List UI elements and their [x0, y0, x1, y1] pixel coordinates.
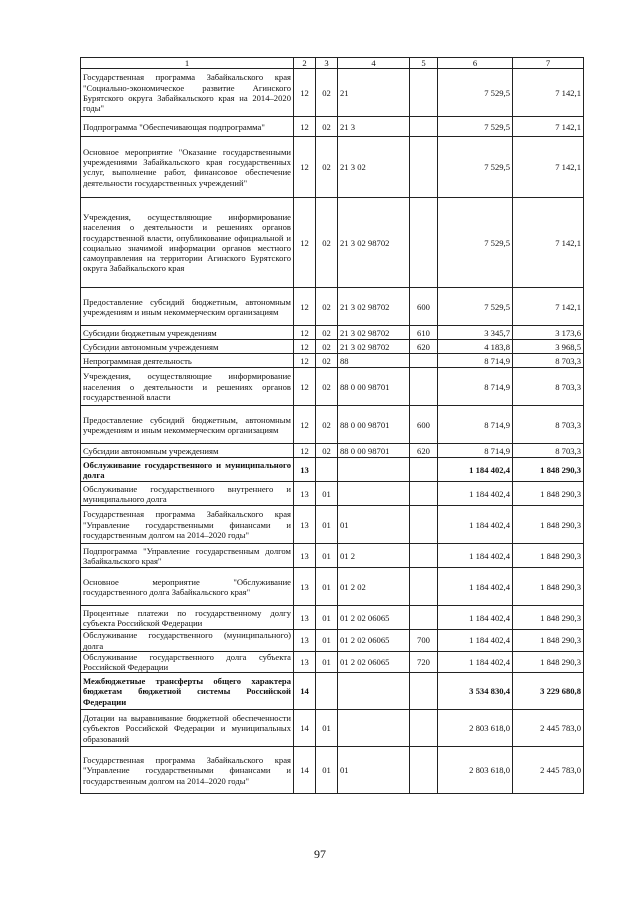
row-code5-cell — [410, 710, 438, 747]
table-row — [81, 326, 584, 340]
row-code5-cell: 700 — [410, 630, 438, 652]
row-code4-cell: 21 3 02 98702 — [338, 288, 410, 326]
row-code3-cell: 02 — [316, 340, 338, 354]
table-row — [81, 630, 584, 652]
table-row — [81, 482, 584, 506]
row-amount2-cell: 1 848 290,3 — [513, 458, 584, 482]
row-name-cell: Обслуживание государственного и муниципального долга — [81, 458, 294, 482]
row-code4-cell — [338, 482, 410, 506]
row-name-cell: Учреждения, осуществляющие информирование населения о деятельности и решениях органов государственной власти — [81, 368, 294, 406]
row-code5-cell — [410, 198, 438, 288]
row-amount2-cell: 2 445 783,0 — [513, 747, 584, 794]
row-code4-cell — [338, 673, 410, 710]
row-code2-cell: 12 — [294, 340, 316, 354]
header-cell: 3 — [316, 58, 338, 69]
row-code4-cell: 21 3 02 — [338, 137, 410, 198]
row-amount2-cell: 1 848 290,3 — [513, 651, 584, 673]
row-code2-cell: 12 — [294, 117, 316, 137]
row-name-cell: Предоставление субсидий бюджетным, автономным учреждениям и иным некоммерческим организациям — [81, 288, 294, 326]
row-code4-cell: 01 2 — [338, 544, 410, 568]
row-amount2-cell: 1 848 290,3 — [513, 506, 584, 544]
row-code5-cell — [410, 506, 438, 544]
row-code4-cell: 21 3 02 98702 — [338, 198, 410, 288]
table-row — [81, 544, 584, 568]
row-name-cell: Основное мероприятие "Обслуживание государственного долга Забайкальского края" — [81, 568, 294, 606]
row-code3-cell: 01 — [316, 506, 338, 544]
row-amount2-cell: 8 703,3 — [513, 368, 584, 406]
header-cell: 6 — [438, 58, 513, 69]
row-code5-cell — [410, 673, 438, 710]
row-amount1-cell: 1 184 402,4 — [438, 630, 513, 652]
row-code3-cell: 01 — [316, 568, 338, 606]
row-amount1-cell: 8 714,9 — [438, 368, 513, 406]
row-amount2-cell: 3 173,6 — [513, 326, 584, 340]
row-code5-cell — [410, 137, 438, 198]
row-code2-cell: 13 — [294, 630, 316, 652]
table-row — [81, 444, 584, 458]
row-amount1-cell: 1 184 402,4 — [438, 651, 513, 673]
row-amount1-cell: 1 184 402,4 — [438, 458, 513, 482]
row-code4-cell: 01 2 02 06065 — [338, 651, 410, 673]
row-amount1-cell: 7 529,5 — [438, 117, 513, 137]
row-code2-cell: 14 — [294, 747, 316, 794]
row-code5-cell: 610 — [410, 326, 438, 340]
table-row — [81, 368, 584, 406]
row-code2-cell: 13 — [294, 606, 316, 630]
row-code3-cell: 01 — [316, 482, 338, 506]
row-code2-cell: 12 — [294, 198, 316, 288]
row-code5-cell — [410, 544, 438, 568]
row-amount1-cell: 3 534 830,4 — [438, 673, 513, 710]
row-code5-cell — [410, 747, 438, 794]
table-header-row — [81, 58, 584, 69]
row-code3-cell: 01 — [316, 710, 338, 747]
row-amount1-cell: 8 714,9 — [438, 354, 513, 368]
row-name-cell: Государственная программа Забайкальского края "Управление государственными финансами и государственным долгом на 2014–2020 годы" — [81, 747, 294, 794]
row-code2-cell: 12 — [294, 368, 316, 406]
table-row — [81, 568, 584, 606]
row-name-cell: Государственная программа Забайкальского края "Социально-экономическое развитие Агинского Бурятского округа Забайкальского края на 2014–2020 годы" — [81, 69, 294, 117]
table-row — [81, 710, 584, 747]
row-amount1-cell: 1 184 402,4 — [438, 568, 513, 606]
table-row — [81, 69, 584, 117]
table-row — [81, 506, 584, 544]
row-code5-cell — [410, 606, 438, 630]
row-code3-cell: 02 — [316, 137, 338, 198]
row-code2-cell: 12 — [294, 406, 316, 444]
row-code5-cell: 620 — [410, 340, 438, 354]
row-name-cell: Субсидии автономным учреждениям — [81, 340, 294, 354]
row-code2-cell: 13 — [294, 506, 316, 544]
row-amount2-cell: 3 968,5 — [513, 340, 584, 354]
row-code3-cell — [316, 673, 338, 710]
row-code2-cell: 12 — [294, 354, 316, 368]
header-cell: 2 — [294, 58, 316, 69]
table-row — [81, 198, 584, 288]
row-code4-cell — [338, 458, 410, 482]
row-code4-cell: 21 — [338, 69, 410, 117]
header-cell: 1 — [81, 58, 294, 69]
row-code3-cell: 02 — [316, 406, 338, 444]
row-code3-cell: 01 — [316, 630, 338, 652]
table-row — [81, 747, 584, 794]
row-amount2-cell: 1 848 290,3 — [513, 544, 584, 568]
row-code2-cell: 13 — [294, 568, 316, 606]
row-code2-cell: 13 — [294, 458, 316, 482]
row-code4-cell: 01 2 02 06065 — [338, 630, 410, 652]
row-code3-cell: 02 — [316, 368, 338, 406]
row-amount1-cell: 7 529,5 — [438, 198, 513, 288]
row-amount2-cell: 7 142,1 — [513, 117, 584, 137]
header-cell: 4 — [338, 58, 410, 69]
row-name-cell: Межбюджетные трансферты общего характера бюджетам бюджетной системы Российской Федерации — [81, 673, 294, 710]
row-code4-cell: 88 0 00 98701 — [338, 406, 410, 444]
row-name-cell: Обслуживание государственного (муниципального) долга — [81, 630, 294, 652]
row-name-cell: Государственная программа Забайкальского края "Управление государственными финансами и государственным долгом на 2014–2020 годы" — [81, 506, 294, 544]
row-code3-cell: 01 — [316, 606, 338, 630]
row-code3-cell: 02 — [316, 198, 338, 288]
row-amount1-cell: 2 803 618,0 — [438, 710, 513, 747]
row-code2-cell: 13 — [294, 544, 316, 568]
row-name-cell: Обслуживание государственного долга субъекта Российской Федерации — [81, 651, 294, 673]
table-row — [81, 288, 584, 326]
row-name-cell: Процентные платежи по государственному долгу субъекта Российской Федерации — [81, 606, 294, 630]
row-code2-cell: 14 — [294, 710, 316, 747]
table-row — [81, 406, 584, 444]
row-amount2-cell: 7 142,1 — [513, 137, 584, 198]
row-code2-cell: 12 — [294, 326, 316, 340]
row-code4-cell: 01 2 02 — [338, 568, 410, 606]
row-code3-cell: 02 — [316, 69, 338, 117]
row-amount1-cell: 8 714,9 — [438, 406, 513, 444]
row-amount2-cell: 8 703,3 — [513, 354, 584, 368]
table-row — [81, 137, 584, 198]
row-amount2-cell: 3 229 680,8 — [513, 673, 584, 710]
row-code3-cell: 01 — [316, 544, 338, 568]
row-amount2-cell: 7 142,1 — [513, 198, 584, 288]
table-row — [81, 340, 584, 354]
row-code5-cell: 720 — [410, 651, 438, 673]
row-code3-cell: 01 — [316, 651, 338, 673]
row-amount2-cell: 1 848 290,3 — [513, 568, 584, 606]
row-name-cell: Основное мероприятие "Оказание государственными учреждениями Забайкальского края государственных услуг, выполнение работ, финансовое обеспечение деятельности государственных учреждений" — [81, 137, 294, 198]
header-cell: 5 — [410, 58, 438, 69]
row-amount1-cell: 7 529,5 — [438, 137, 513, 198]
row-name-cell: Подпрограмма "Обеспечивающая подпрограмма" — [81, 117, 294, 137]
row-code3-cell: 02 — [316, 444, 338, 458]
row-amount2-cell: 7 142,1 — [513, 69, 584, 117]
table-row — [81, 354, 584, 368]
row-code4-cell: 01 2 02 06065 — [338, 606, 410, 630]
row-code5-cell: 600 — [410, 288, 438, 326]
row-amount1-cell: 4 183,8 — [438, 340, 513, 354]
row-amount2-cell: 1 848 290,3 — [513, 606, 584, 630]
row-code3-cell: 02 — [316, 354, 338, 368]
row-code2-cell: 12 — [294, 444, 316, 458]
row-code4-cell: 88 — [338, 354, 410, 368]
row-amount2-cell: 7 142,1 — [513, 288, 584, 326]
row-amount1-cell: 1 184 402,4 — [438, 482, 513, 506]
table-row — [81, 651, 584, 673]
page-number: 97 — [314, 847, 326, 861]
row-amount2-cell: 8 703,3 — [513, 406, 584, 444]
row-name-cell: Непрограммная деятельность — [81, 354, 294, 368]
budget-table — [80, 57, 584, 794]
row-amount1-cell: 1 184 402,4 — [438, 544, 513, 568]
row-code3-cell: 01 — [316, 747, 338, 794]
row-code4-cell: 88 0 00 98701 — [338, 444, 410, 458]
row-code4-cell: 21 3 02 98702 — [338, 326, 410, 340]
table-row — [81, 458, 584, 482]
row-amount1-cell: 1 184 402,4 — [438, 606, 513, 630]
row-code4-cell: 01 — [338, 506, 410, 544]
row-code5-cell: 620 — [410, 444, 438, 458]
row-code5-cell — [410, 117, 438, 137]
row-amount1-cell: 2 803 618,0 — [438, 747, 513, 794]
table-row — [81, 606, 584, 630]
row-code4-cell: 21 3 02 98702 — [338, 340, 410, 354]
row-code2-cell: 14 — [294, 673, 316, 710]
row-code4-cell: 01 — [338, 747, 410, 794]
row-amount2-cell: 2 445 783,0 — [513, 710, 584, 747]
row-code5-cell — [410, 69, 438, 117]
row-code5-cell: 600 — [410, 406, 438, 444]
row-amount1-cell: 7 529,5 — [438, 69, 513, 117]
row-code5-cell — [410, 568, 438, 606]
row-code2-cell: 13 — [294, 482, 316, 506]
row-name-cell: Субсидии бюджетным учреждениям — [81, 326, 294, 340]
header-cell: 7 — [513, 58, 584, 69]
row-amount1-cell: 3 345,7 — [438, 326, 513, 340]
row-name-cell: Подпрограмма "Управление государственным долгом Забайкальского края" — [81, 544, 294, 568]
row-code3-cell: 02 — [316, 288, 338, 326]
row-code5-cell — [410, 354, 438, 368]
row-amount2-cell: 8 703,3 — [513, 444, 584, 458]
table-row — [81, 673, 584, 710]
row-code3-cell: 02 — [316, 326, 338, 340]
row-amount2-cell: 1 848 290,3 — [513, 482, 584, 506]
table-row — [81, 117, 584, 137]
row-code4-cell — [338, 710, 410, 747]
row-name-cell: Учреждения, осуществляющие информирование населения о деятельности и решениях органов государственной власти, опубликование официальной и социально значимой информации органов местного самоуправления на территории Агинского Бурятского округа Забайкальского края — [81, 198, 294, 288]
row-name-cell: Обслуживание государственного внутреннего и муниципального долга — [81, 482, 294, 506]
row-code3-cell: 02 — [316, 117, 338, 137]
row-amount1-cell: 1 184 402,4 — [438, 506, 513, 544]
row-code4-cell: 88 0 00 98701 — [338, 368, 410, 406]
row-name-cell: Дотации на выравнивание бюджетной обеспеченности субъектов Российской Федерации и муниципальных образований — [81, 710, 294, 747]
row-amount2-cell: 1 848 290,3 — [513, 630, 584, 652]
row-code2-cell: 12 — [294, 137, 316, 198]
row-code3-cell — [316, 458, 338, 482]
row-code2-cell: 12 — [294, 288, 316, 326]
row-code2-cell: 12 — [294, 69, 316, 117]
row-name-cell: Субсидии автономным учреждениям — [81, 444, 294, 458]
row-code2-cell: 13 — [294, 651, 316, 673]
row-code5-cell — [410, 368, 438, 406]
row-name-cell: Предоставление субсидий бюджетным, автономным учреждениям и иным некоммерческим организациям — [81, 406, 294, 444]
row-amount1-cell: 7 529,5 — [438, 288, 513, 326]
row-amount1-cell: 8 714,9 — [438, 444, 513, 458]
row-code5-cell — [410, 482, 438, 506]
table-body — [81, 58, 584, 794]
row-code5-cell — [410, 458, 438, 482]
row-code4-cell: 21 3 — [338, 117, 410, 137]
